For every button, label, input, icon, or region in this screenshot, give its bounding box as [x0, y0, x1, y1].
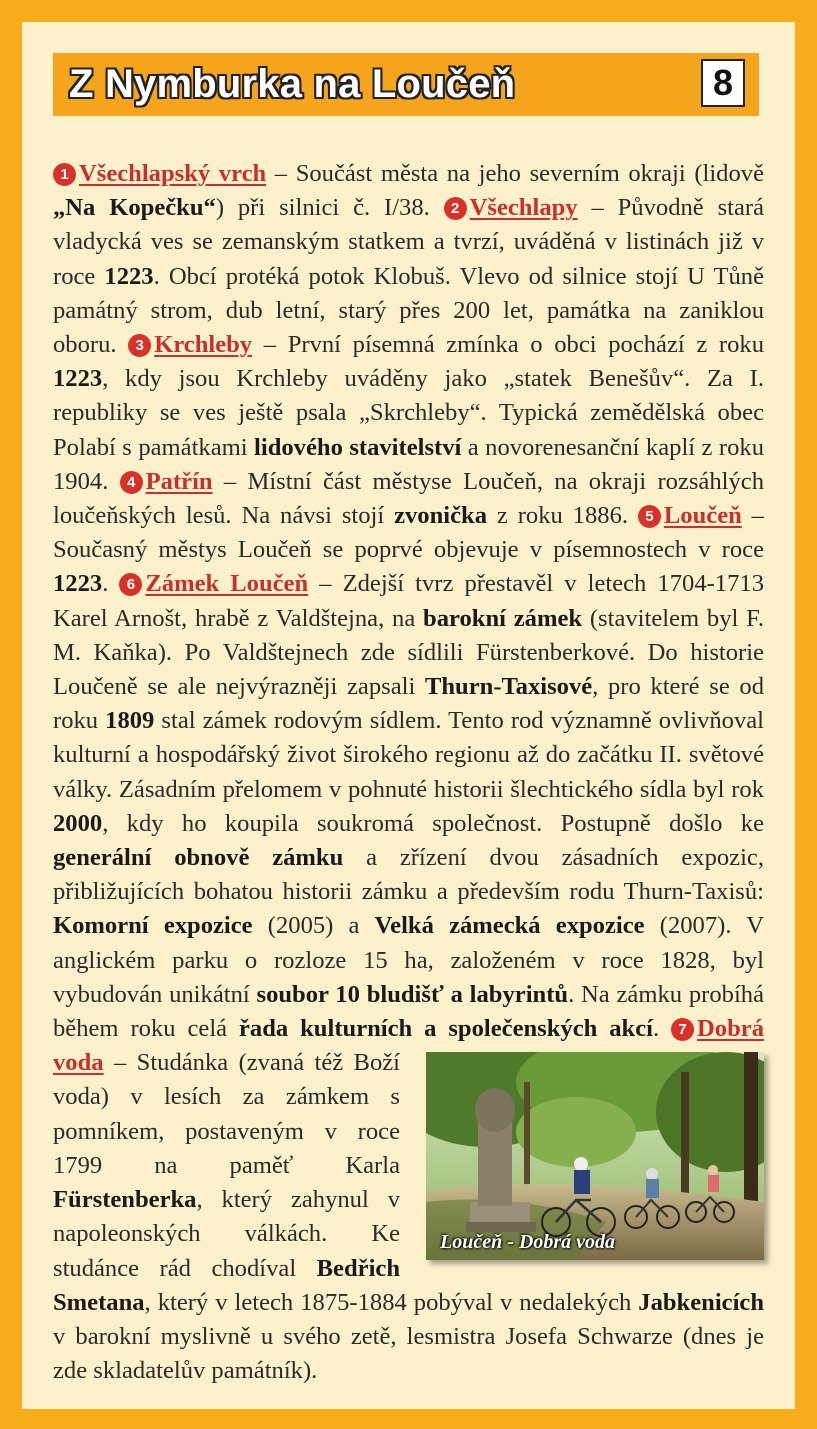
- text-segment: – Zdejší tvrz přestavěl v letech 1704-1713 Karel Arnošt, hrabě z Valdštejna, na: [53, 570, 764, 632]
- text-bold: 1223: [104, 262, 154, 290]
- text-bold: Komorní expozice: [53, 912, 253, 940]
- text-bold: barokní zámek: [423, 604, 583, 632]
- text-bold: soubor 10 bludišť a labyrintů: [256, 980, 569, 1008]
- text-bold: Thurn-Taxisové: [424, 673, 593, 701]
- text-segment: , pro které se od roku: [53, 673, 764, 735]
- page-title: Z Nymburka na Loučeň: [69, 62, 516, 106]
- place-link-patrin[interactable]: Patřín: [145, 467, 213, 495]
- text-segment: v barokní myslivně u svého zetě, lesmistra Josefa Schwarze (dnes je zde skladatelův památník).: [53, 1322, 764, 1385]
- marker-2-icon: 2: [444, 197, 467, 220]
- place-link-vsechlapy[interactable]: Všechlapy: [469, 194, 578, 222]
- text-segment: z roku 1886.: [487, 502, 638, 530]
- text-bold: generální obnově zámku: [53, 844, 344, 872]
- text-segment: (stavitelem byl F. M. Kaňka). Po Valdštejnech zde sídlili Fürstenberkové. Do historie Loučeně se ale nejvýrazněji zapsali: [53, 604, 765, 701]
- text-segment: .: [102, 570, 120, 598]
- text-bold: Bedřich Smetana: [53, 1254, 400, 1316]
- page-number-badge: 8: [701, 59, 745, 107]
- text-bold: 1223: [53, 365, 103, 393]
- marker-6-icon: 6: [119, 573, 142, 596]
- text-segment: stal zámek rodovým sídlem. Tento rod významně ovlivňoval kulturní a hospodářský život širokého regionu až do začátku II. světové války. Zásadním přelomem v pohnuté historii šlechtického sídla byl rok: [53, 707, 764, 803]
- text-segment: , který v letech 1875-1884 pobýval v nedalekých: [144, 1288, 639, 1316]
- text-segment: – První písemná zmínka o obci pochází z roku: [252, 331, 764, 359]
- text-bold: Velká zámecká expozice: [374, 912, 645, 940]
- text-segment: – Součást města na jeho severním okraji (lidově: [266, 160, 764, 187]
- text-segment: a novorenesanční kaplí z roku 1904.: [53, 433, 765, 495]
- text-segment: , kdy ho koupila soukromá společnost. Postupně došlo ke: [102, 809, 764, 837]
- text-segment: .: [652, 1015, 672, 1043]
- text-segment: (2007). V anglickém parku o rozloze 15 ha, založeném v roce 1828, byl vybudován unikátní: [53, 912, 764, 1008]
- place-link-loucen[interactable]: Loučeň: [663, 502, 742, 530]
- article-body: [53, 157, 764, 1388]
- text-segment: . Na zámku probíhá během roku celá: [53, 980, 764, 1043]
- text-segment: ) při silnici č. I/38.: [215, 194, 444, 222]
- marker-7-icon: 7: [671, 1018, 694, 1041]
- marker-5-icon: 5: [638, 505, 661, 528]
- place-link-dobra-voda[interactable]: Dobrá voda: [53, 1015, 764, 1077]
- text-segment: – Současný městys Loučeň se poprvé objevuje v písemnostech v roce: [53, 502, 764, 564]
- title-bar: [53, 53, 759, 116]
- text-segment: , kdy jsou Krchleby uváděny jako „statek Benešův“. Za I. republiky se ves ještě psala „Skrchleby“. Typická zemědělská obec Polabí s památkami: [53, 365, 764, 461]
- text-segment: – Studánka (zvaná též Boží voda) v lesích za zámkem s pomníkem, postaveným v roce 1799 na paměť Karla: [53, 1049, 400, 1179]
- marker-4-icon: 4: [120, 471, 143, 494]
- text-bold: 2000: [53, 809, 103, 837]
- forest-cyclists-illustration: [426, 1052, 764, 1260]
- text-segment: (2005) a: [252, 912, 375, 940]
- page-card: [22, 22, 795, 1409]
- place-link-zamek-loucen[interactable]: Zámek Loučeň: [145, 570, 309, 598]
- text-bold: 1809: [105, 707, 155, 735]
- place-link-krchleby[interactable]: Krchleby: [154, 331, 253, 359]
- text-segment: , který zahynul v napoleonských válkách. Ke studánce rád chodíval: [53, 1186, 400, 1282]
- text-segment: – Původně stará vladycká ves se zemanským statkem a tvrzí, uváděná v listinách již v roce: [53, 194, 765, 290]
- text-bold: Fürstenberka: [53, 1186, 197, 1214]
- place-link-vsechlapsky-vrch[interactable]: Všechlapský vrch: [79, 160, 267, 187]
- marker-3-icon: 3: [128, 334, 151, 357]
- marker-1-icon: 1: [53, 163, 76, 186]
- text-bold: „Na Kopečku“: [53, 194, 216, 222]
- text-bold: lidového stavitelství: [254, 433, 462, 461]
- text-segment: – Místní část městyse Loučeň, na okraji rozsáhlých loučeňských lesů. Na návsi stojí: [53, 467, 764, 530]
- text-bold: řada kulturních a společenských akcí: [239, 1015, 653, 1043]
- text-segment: . Obcí protéká potok Klobuš. Vlevo od silnice stojí U Tůně památný strom, dub letní, starý přes 200 let, památka na zaniklou oboru.: [53, 262, 765, 359]
- text-segment: a zřízení dvou zásadních expozic, přibližujících bohatou historii zámku a především rodu Thurn-Taxisů:: [53, 844, 764, 906]
- text-bold: Jabkenicích: [638, 1288, 764, 1316]
- text-bold: zvonička: [394, 502, 488, 530]
- text-bold: 1223: [53, 570, 103, 598]
- photo-caption: Loučeň - Dobrá voda: [440, 1231, 615, 1254]
- photo-dobra-voda: [426, 1052, 764, 1260]
